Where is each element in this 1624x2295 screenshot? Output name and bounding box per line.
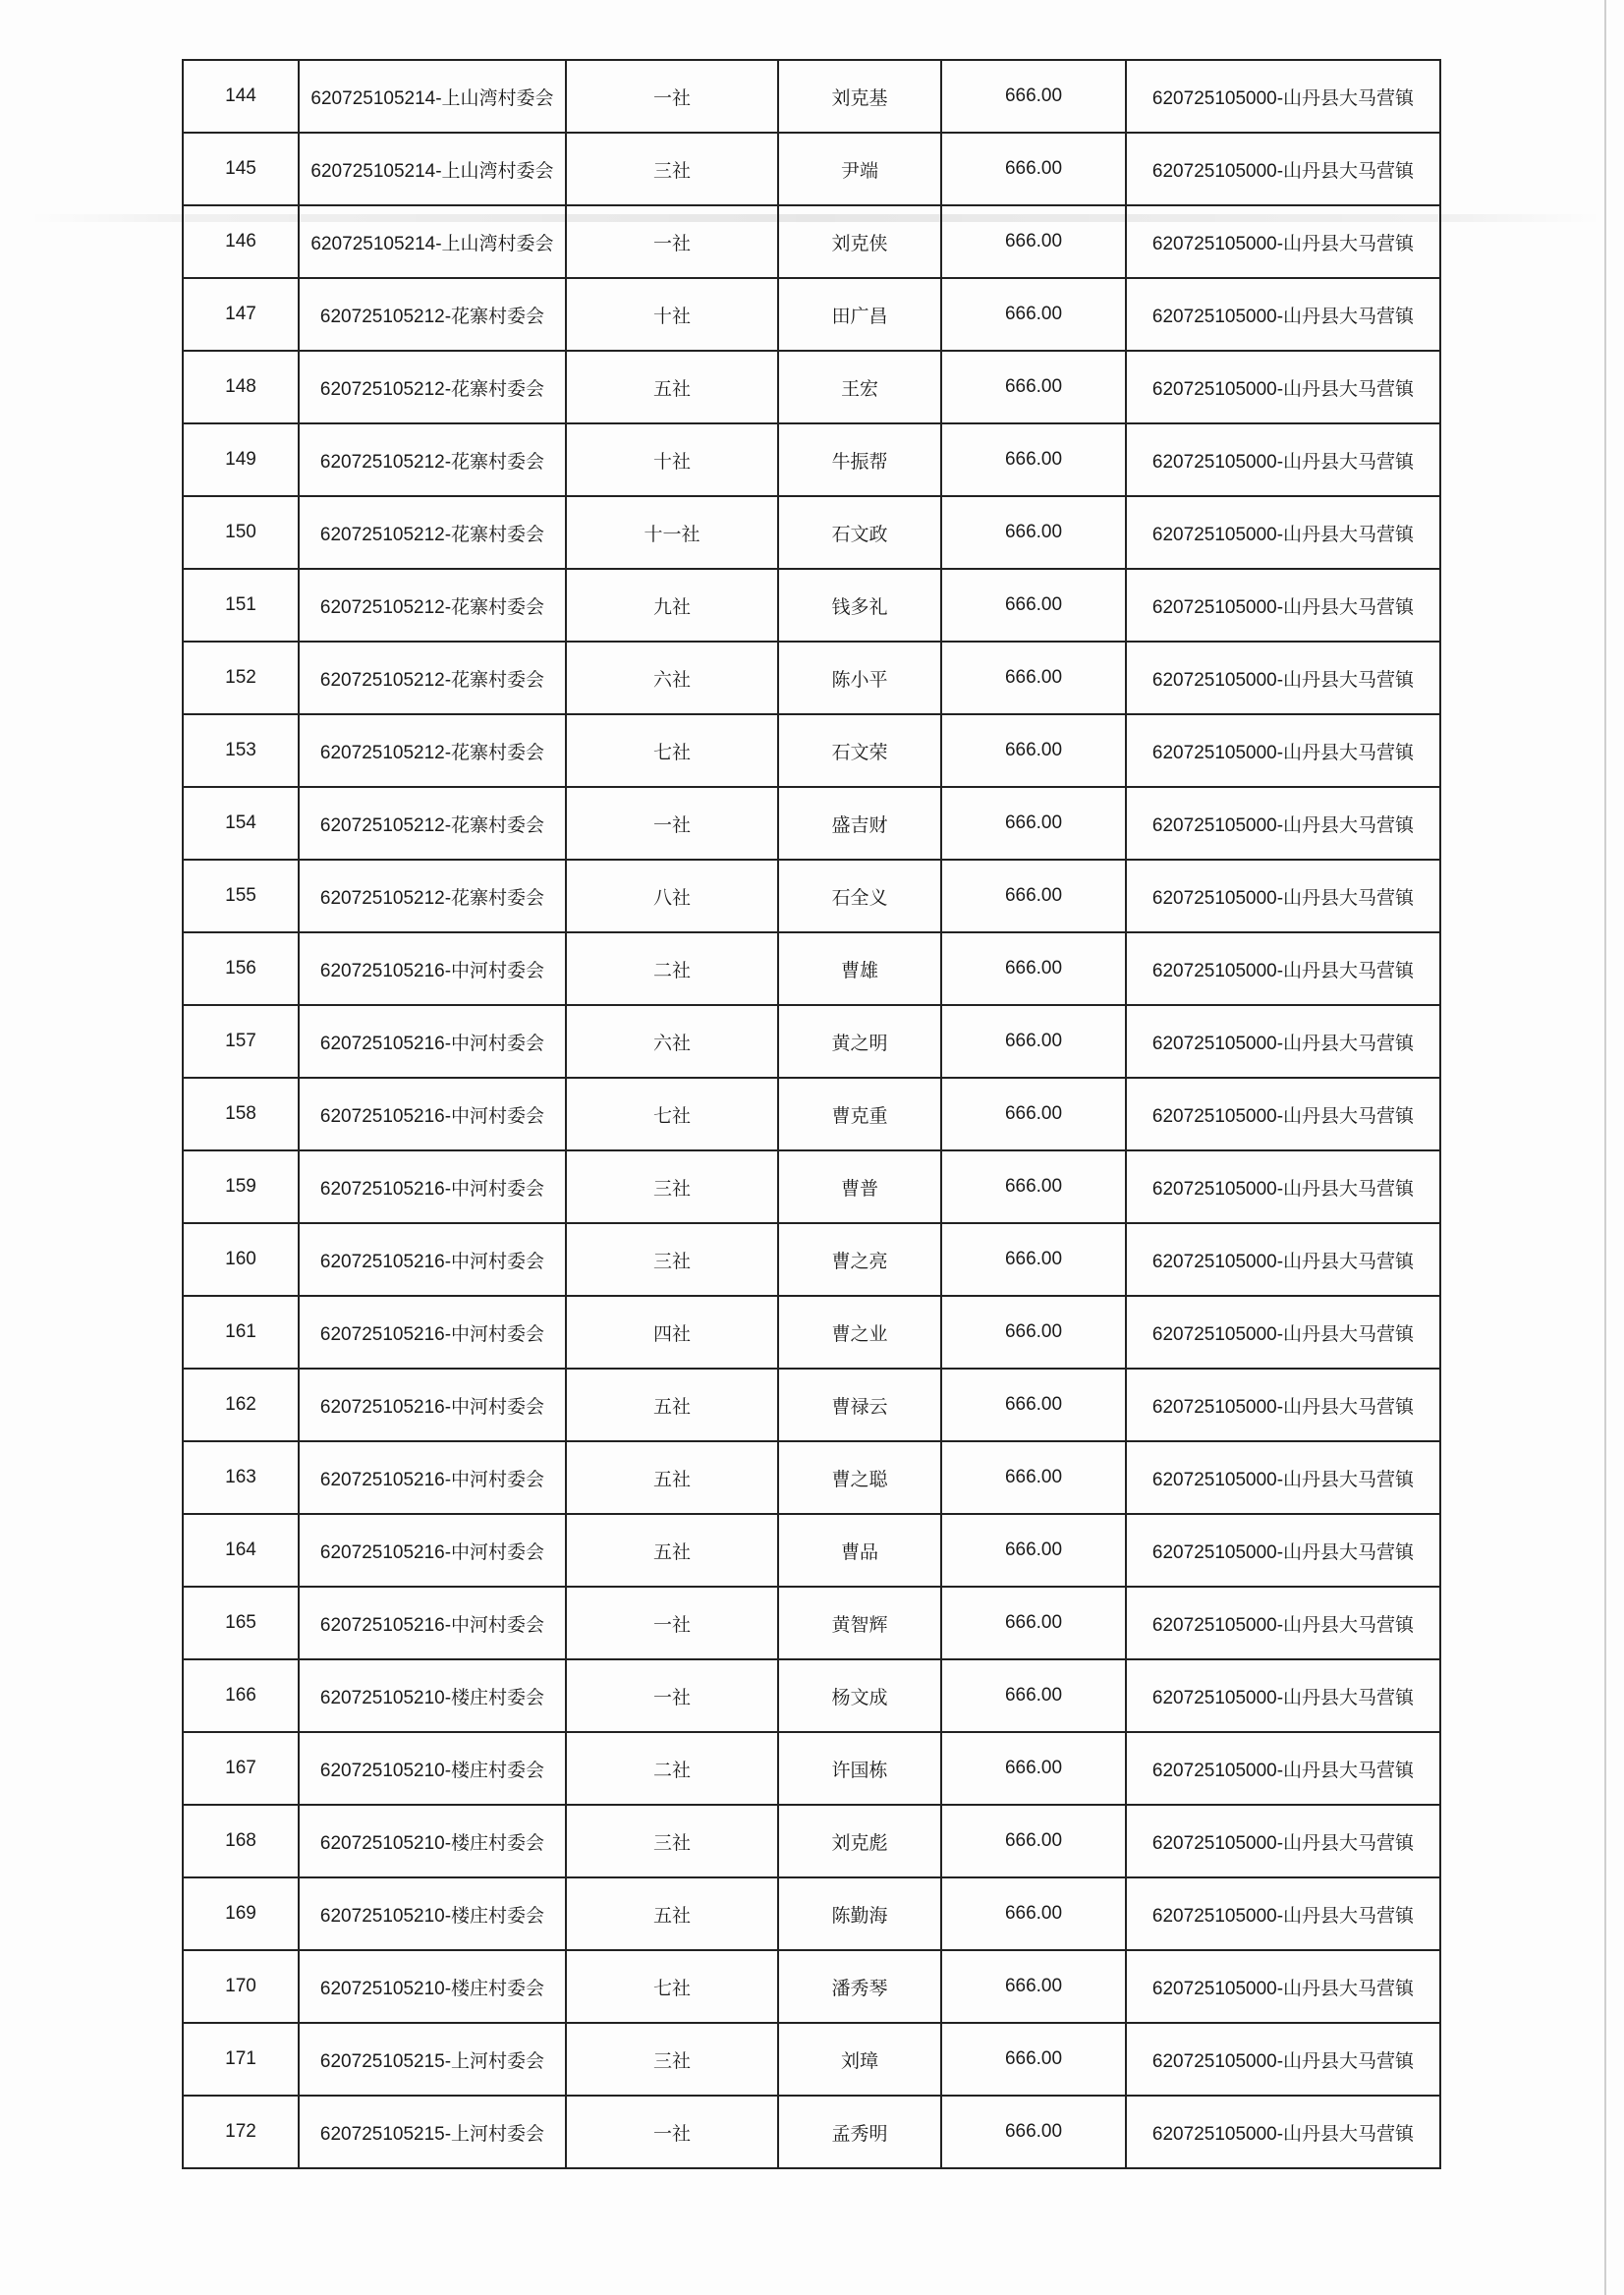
person-name-cell: 曹品 [778, 1514, 941, 1587]
table-row [183, 1441, 1440, 1514]
township-cell: 620725105000-山丹县大马营镇 [1126, 278, 1440, 351]
amount-cell: 666.00 [941, 1223, 1126, 1296]
row-number-cell: 172 [183, 2096, 299, 2168]
township-cell: 620725105000-山丹县大马营镇 [1126, 1369, 1440, 1441]
person-name-cell: 石文政 [778, 496, 941, 569]
row-number-cell: 151 [183, 569, 299, 642]
row-number-cell: 147 [183, 278, 299, 351]
table-row [183, 642, 1440, 714]
amount-cell: 666.00 [941, 1150, 1126, 1223]
amount-cell: 666.00 [941, 2096, 1126, 2168]
person-name-cell: 曹禄云 [778, 1369, 941, 1441]
amount-cell: 666.00 [941, 1950, 1126, 2023]
table-row [183, 1587, 1440, 1659]
amount-cell: 666.00 [941, 278, 1126, 351]
amount-cell: 666.00 [941, 1587, 1126, 1659]
table-row [183, 278, 1440, 351]
village-committee-cell: 620725105216-中河村委会 [299, 1514, 566, 1587]
township-cell: 620725105000-山丹县大马营镇 [1126, 1441, 1440, 1514]
village-committee-cell: 620725105212-花寨村委会 [299, 423, 566, 496]
table-row [183, 1877, 1440, 1950]
village-group-cell: 七社 [566, 1950, 778, 2023]
person-name-cell: 曹之亮 [778, 1223, 941, 1296]
table-row [183, 1659, 1440, 1732]
row-number-cell: 170 [183, 1950, 299, 2023]
amount-cell: 666.00 [941, 860, 1126, 932]
table-row [183, 1805, 1440, 1877]
row-number-cell: 157 [183, 1005, 299, 1078]
village-group-cell: 五社 [566, 1877, 778, 1950]
township-cell: 620725105000-山丹县大马营镇 [1126, 1587, 1440, 1659]
village-committee-cell: 620725105210-楼庄村委会 [299, 1805, 566, 1877]
amount-cell: 666.00 [941, 351, 1126, 423]
table-row [183, 1732, 1440, 1805]
row-number-cell: 153 [183, 714, 299, 787]
person-name-cell: 曹克重 [778, 1078, 941, 1150]
table-row [183, 351, 1440, 423]
village-committee-cell: 620725105214-上山湾村委会 [299, 205, 566, 278]
village-committee-cell: 620725105212-花寨村委会 [299, 787, 566, 860]
amount-cell: 666.00 [941, 496, 1126, 569]
roster-table [182, 59, 1441, 2169]
township-cell: 620725105000-山丹县大马营镇 [1126, 860, 1440, 932]
village-group-cell: 一社 [566, 1587, 778, 1659]
row-number-cell: 169 [183, 1877, 299, 1950]
village-committee-cell: 620725105212-花寨村委会 [299, 351, 566, 423]
row-number-cell: 145 [183, 133, 299, 205]
row-number-cell: 146 [183, 205, 299, 278]
amount-cell: 666.00 [941, 1514, 1126, 1587]
row-number-cell: 156 [183, 932, 299, 1005]
table-row [183, 1005, 1440, 1078]
township-cell: 620725105000-山丹县大马营镇 [1126, 1296, 1440, 1369]
row-number-cell: 161 [183, 1296, 299, 1369]
village-group-cell: 七社 [566, 714, 778, 787]
table-row [183, 787, 1440, 860]
township-cell: 620725105000-山丹县大马营镇 [1126, 2023, 1440, 2096]
amount-cell: 666.00 [941, 787, 1126, 860]
amount-cell: 666.00 [941, 932, 1126, 1005]
township-cell: 620725105000-山丹县大马营镇 [1126, 714, 1440, 787]
person-name-cell: 刘克基 [778, 60, 941, 133]
village-committee-cell: 620725105210-楼庄村委会 [299, 1950, 566, 2023]
table-row [183, 205, 1440, 278]
row-number-cell: 148 [183, 351, 299, 423]
table-row [183, 496, 1440, 569]
village-committee-cell: 620725105212-花寨村委会 [299, 642, 566, 714]
amount-cell: 666.00 [941, 205, 1126, 278]
village-group-cell: 一社 [566, 787, 778, 860]
row-number-cell: 158 [183, 1078, 299, 1150]
table-row [183, 1369, 1440, 1441]
township-cell: 620725105000-山丹县大马营镇 [1126, 423, 1440, 496]
township-cell: 620725105000-山丹县大马营镇 [1126, 60, 1440, 133]
township-cell: 620725105000-山丹县大马营镇 [1126, 787, 1440, 860]
roster-table-body [183, 60, 1440, 2168]
table-row [183, 1950, 1440, 2023]
person-name-cell: 王宏 [778, 351, 941, 423]
amount-cell: 666.00 [941, 714, 1126, 787]
page-edge-line [1604, 0, 1606, 2295]
row-number-cell: 168 [183, 1805, 299, 1877]
village-committee-cell: 620725105210-楼庄村委会 [299, 1732, 566, 1805]
person-name-cell: 孟秀明 [778, 2096, 941, 2168]
person-name-cell: 刘克彪 [778, 1805, 941, 1877]
village-committee-cell: 620725105216-中河村委会 [299, 1587, 566, 1659]
township-cell: 620725105000-山丹县大马营镇 [1126, 1005, 1440, 1078]
table-row [183, 133, 1440, 205]
village-committee-cell: 620725105216-中河村委会 [299, 1150, 566, 1223]
row-number-cell: 152 [183, 642, 299, 714]
village-group-cell: 十社 [566, 423, 778, 496]
village-group-cell: 三社 [566, 1805, 778, 1877]
village-committee-cell: 620725105212-花寨村委会 [299, 496, 566, 569]
person-name-cell: 许国栋 [778, 1732, 941, 1805]
village-group-cell: 八社 [566, 860, 778, 932]
village-committee-cell: 620725105216-中河村委会 [299, 932, 566, 1005]
village-committee-cell: 620725105216-中河村委会 [299, 1223, 566, 1296]
table-row [183, 2096, 1440, 2168]
village-group-cell: 四社 [566, 1296, 778, 1369]
township-cell: 620725105000-山丹县大马营镇 [1126, 2096, 1440, 2168]
person-name-cell: 钱多礼 [778, 569, 941, 642]
table-row [183, 1150, 1440, 1223]
amount-cell: 666.00 [941, 60, 1126, 133]
row-number-cell: 150 [183, 496, 299, 569]
row-number-cell: 144 [183, 60, 299, 133]
person-name-cell: 牛振帮 [778, 423, 941, 496]
row-number-cell: 166 [183, 1659, 299, 1732]
village-group-cell: 十一社 [566, 496, 778, 569]
table-row [183, 60, 1440, 133]
table-row [183, 569, 1440, 642]
village-group-cell: 九社 [566, 569, 778, 642]
village-group-cell: 六社 [566, 642, 778, 714]
village-group-cell: 一社 [566, 2096, 778, 2168]
township-cell: 620725105000-山丹县大马营镇 [1126, 1805, 1440, 1877]
row-number-cell: 164 [183, 1514, 299, 1587]
township-cell: 620725105000-山丹县大马营镇 [1126, 569, 1440, 642]
township-cell: 620725105000-山丹县大马营镇 [1126, 133, 1440, 205]
person-name-cell: 曹之聪 [778, 1441, 941, 1514]
village-group-cell: 二社 [566, 932, 778, 1005]
township-cell: 620725105000-山丹县大马营镇 [1126, 1659, 1440, 1732]
person-name-cell: 潘秀琴 [778, 1950, 941, 2023]
township-cell: 620725105000-山丹县大马营镇 [1126, 642, 1440, 714]
person-name-cell: 黄之明 [778, 1005, 941, 1078]
table-row [183, 1514, 1440, 1587]
person-name-cell: 石文荣 [778, 714, 941, 787]
amount-cell: 666.00 [941, 133, 1126, 205]
row-number-cell: 167 [183, 1732, 299, 1805]
amount-cell: 666.00 [941, 1441, 1126, 1514]
township-cell: 620725105000-山丹县大马营镇 [1126, 1150, 1440, 1223]
row-number-cell: 159 [183, 1150, 299, 1223]
village-committee-cell: 620725105212-花寨村委会 [299, 569, 566, 642]
village-group-cell: 三社 [566, 1150, 778, 1223]
table-row [183, 932, 1440, 1005]
person-name-cell: 刘克侠 [778, 205, 941, 278]
village-group-cell: 五社 [566, 1514, 778, 1587]
village-committee-cell: 620725105216-中河村委会 [299, 1369, 566, 1441]
township-cell: 620725105000-山丹县大马营镇 [1126, 496, 1440, 569]
amount-cell: 666.00 [941, 569, 1126, 642]
amount-cell: 666.00 [941, 1659, 1126, 1732]
table-row [183, 1223, 1440, 1296]
amount-cell: 666.00 [941, 1732, 1126, 1805]
township-cell: 620725105000-山丹县大马营镇 [1126, 351, 1440, 423]
person-name-cell: 盛吉财 [778, 787, 941, 860]
village-group-cell: 六社 [566, 1005, 778, 1078]
row-number-cell: 154 [183, 787, 299, 860]
village-committee-cell: 620725105212-花寨村委会 [299, 714, 566, 787]
village-committee-cell: 620725105212-花寨村委会 [299, 860, 566, 932]
village-committee-cell: 620725105210-楼庄村委会 [299, 1877, 566, 1950]
person-name-cell: 陈勤海 [778, 1877, 941, 1950]
village-committee-cell: 620725105215-上河村委会 [299, 2096, 566, 2168]
township-cell: 620725105000-山丹县大马营镇 [1126, 1078, 1440, 1150]
row-number-cell: 165 [183, 1587, 299, 1659]
village-committee-cell: 620725105216-中河村委会 [299, 1441, 566, 1514]
amount-cell: 666.00 [941, 2023, 1126, 2096]
village-group-cell: 五社 [566, 351, 778, 423]
village-group-cell: 一社 [566, 60, 778, 133]
row-number-cell: 162 [183, 1369, 299, 1441]
person-name-cell: 石全义 [778, 860, 941, 932]
amount-cell: 666.00 [941, 642, 1126, 714]
amount-cell: 666.00 [941, 1078, 1126, 1150]
row-number-cell: 163 [183, 1441, 299, 1514]
person-name-cell: 陈小平 [778, 642, 941, 714]
person-name-cell: 曹雄 [778, 932, 941, 1005]
village-group-cell: 五社 [566, 1441, 778, 1514]
village-group-cell: 五社 [566, 1369, 778, 1441]
row-number-cell: 149 [183, 423, 299, 496]
row-number-cell: 155 [183, 860, 299, 932]
village-committee-cell: 620725105216-中河村委会 [299, 1296, 566, 1369]
person-name-cell: 刘璋 [778, 2023, 941, 2096]
row-number-cell: 171 [183, 2023, 299, 2096]
table-row [183, 1078, 1440, 1150]
township-cell: 620725105000-山丹县大马营镇 [1126, 932, 1440, 1005]
village-committee-cell: 620725105216-中河村委会 [299, 1078, 566, 1150]
amount-cell: 666.00 [941, 1005, 1126, 1078]
village-committee-cell: 620725105214-上山湾村委会 [299, 133, 566, 205]
township-cell: 620725105000-山丹县大马营镇 [1126, 1514, 1440, 1587]
village-group-cell: 一社 [566, 1659, 778, 1732]
amount-cell: 666.00 [941, 1296, 1126, 1369]
village-group-cell: 七社 [566, 1078, 778, 1150]
amount-cell: 666.00 [941, 1877, 1126, 1950]
person-name-cell: 尹端 [778, 133, 941, 205]
village-committee-cell: 620725105212-花寨村委会 [299, 278, 566, 351]
person-name-cell: 曹之业 [778, 1296, 941, 1369]
person-name-cell: 黄智辉 [778, 1587, 941, 1659]
person-name-cell: 田广昌 [778, 278, 941, 351]
village-group-cell: 三社 [566, 2023, 778, 2096]
amount-cell: 666.00 [941, 423, 1126, 496]
person-name-cell: 曹普 [778, 1150, 941, 1223]
township-cell: 620725105000-山丹县大马营镇 [1126, 1877, 1440, 1950]
table-row [183, 423, 1440, 496]
township-cell: 620725105000-山丹县大马营镇 [1126, 1950, 1440, 2023]
amount-cell: 666.00 [941, 1369, 1126, 1441]
village-committee-cell: 620725105215-上河村委会 [299, 2023, 566, 2096]
table-row [183, 1296, 1440, 1369]
table-row [183, 714, 1440, 787]
township-cell: 620725105000-山丹县大马营镇 [1126, 1732, 1440, 1805]
village-group-cell: 三社 [566, 133, 778, 205]
amount-cell: 666.00 [941, 1805, 1126, 1877]
table-row [183, 2023, 1440, 2096]
table-row [183, 860, 1440, 932]
village-committee-cell: 620725105214-上山湾村委会 [299, 60, 566, 133]
village-group-cell: 一社 [566, 205, 778, 278]
village-committee-cell: 620725105210-楼庄村委会 [299, 1659, 566, 1732]
village-group-cell: 十社 [566, 278, 778, 351]
village-group-cell: 二社 [566, 1732, 778, 1805]
village-group-cell: 三社 [566, 1223, 778, 1296]
row-number-cell: 160 [183, 1223, 299, 1296]
village-committee-cell: 620725105216-中河村委会 [299, 1005, 566, 1078]
person-name-cell: 杨文成 [778, 1659, 941, 1732]
township-cell: 620725105000-山丹县大马营镇 [1126, 205, 1440, 278]
township-cell: 620725105000-山丹县大马营镇 [1126, 1223, 1440, 1296]
